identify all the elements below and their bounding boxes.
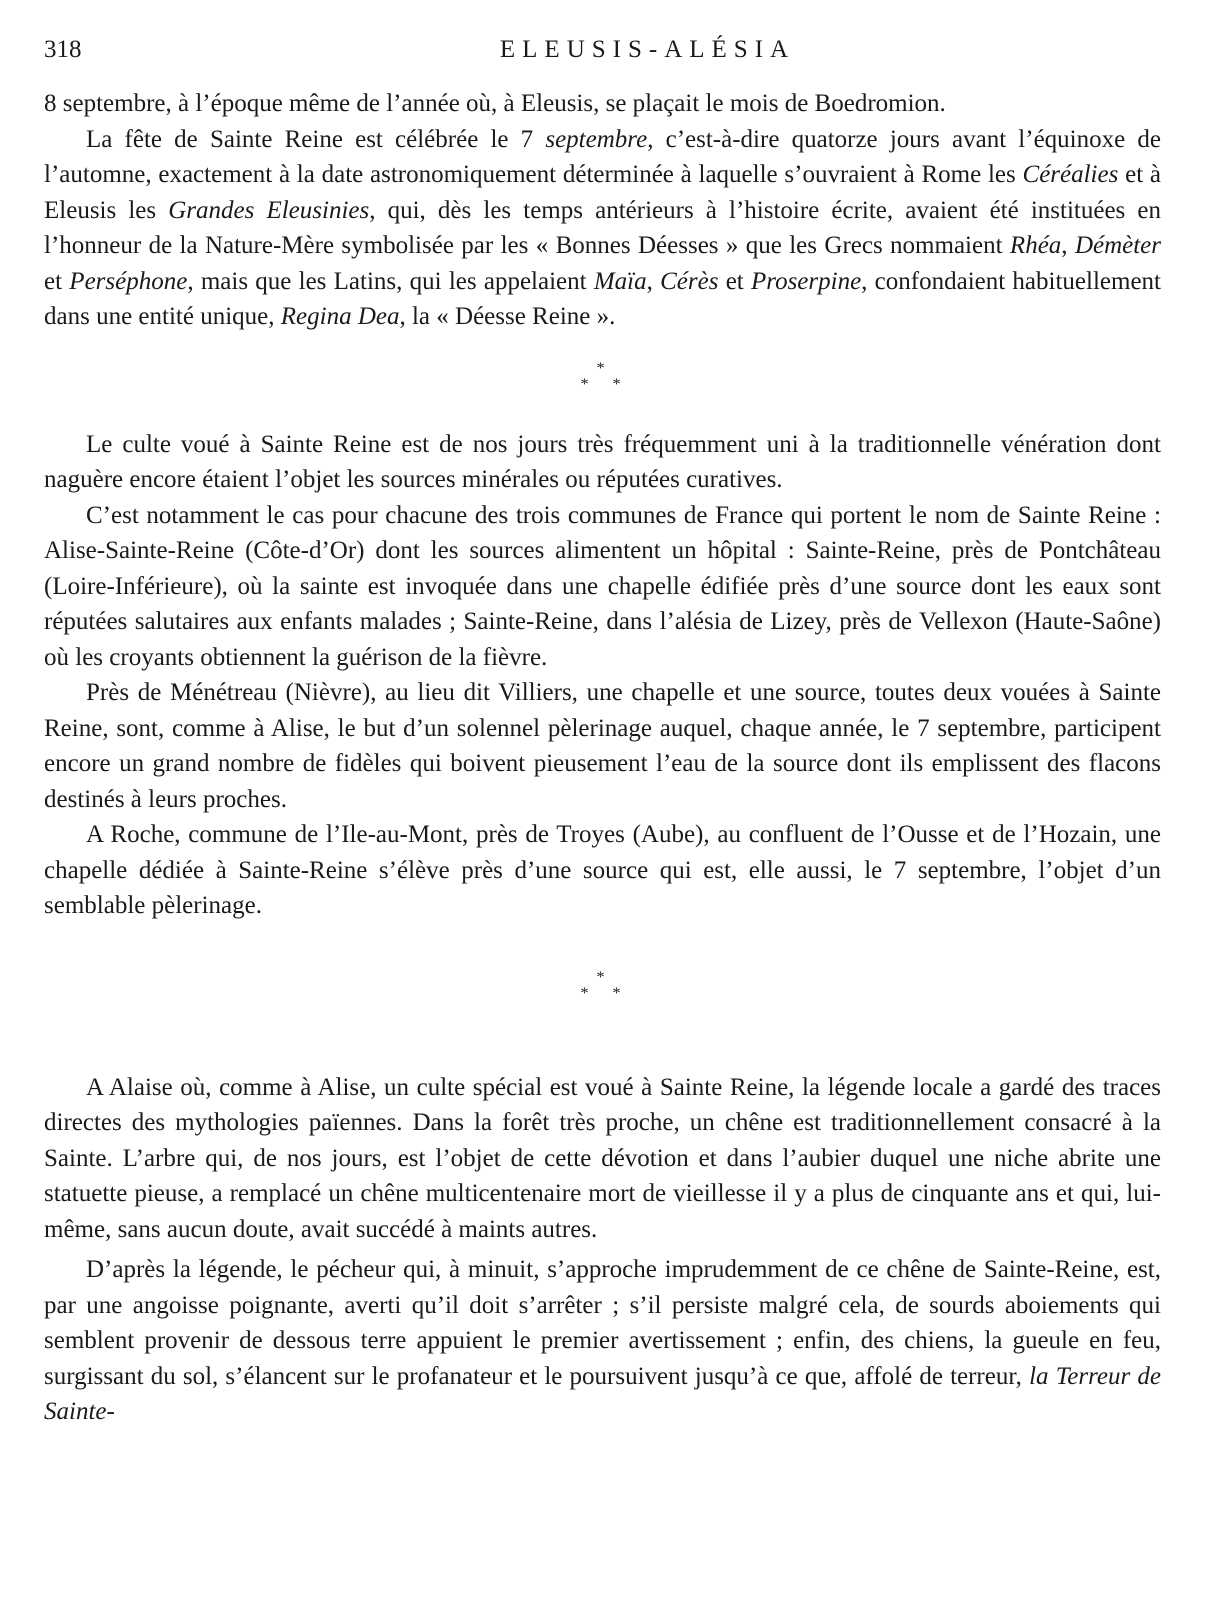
paragraph: 8 septembre, à l’époque même de l’année où, à Eleusis, se plaçait le mois de Boedromion.	[44, 90, 946, 117]
separator-star: *	[596, 359, 605, 377]
separator-star: *	[596, 968, 605, 986]
separator-star: *	[612, 984, 621, 1002]
running-title: ELEUSIS-ALÉSIA	[499, 36, 796, 63]
paragraph: A Roche, commune de l’Ile-au-Mont, près de Troyes (Aube), au confluent de l’Ousse et de l’Hozain, une chapelle dédiée à Sainte-Reine s’élève près d’une source qui est, elle aussi, le 7 septembre, l’objet d’un semblable pèlerinage.	[44, 821, 1161, 919]
page-header	[44, 30, 1161, 70]
separator-star: *	[612, 375, 621, 393]
paragraph: Près de Ménétreau (Nièvre), au lieu dit Villiers, une chapelle et une source, toutes deux vouées à Sainte Reine, sont, comme à Alise, le but d’un solennel pèlerinage auquel, chaque année, le 7 septembre, participent encore un grand nombre de fidèles qui boivent pieusement l’eau de la source dont ils emplissent des flacons destinés à leurs proches.	[44, 679, 1161, 813]
page-number: 318	[44, 36, 82, 63]
paragraph: Le culte voué à Sainte Reine est de nos jours très fréquemment uni à la traditionnelle vénération dont naguère encore étaient l’objet les sources minérales ou réputées curatives.	[44, 430, 1161, 493]
paragraph: A Alaise où, comme à Alise, un culte spécial est voué à Sainte Reine, la légende locale a gardé des traces directes des mythologies païennes. Dans la forêt très proche, un chêne est traditionnellement consacré à la Sainte. L’arbre qui, de nos jours, est l’objet de cette dévotion et dans l’aubier duquel une niche abrite une statuette pieuse, a remplacé un chêne multicentenaire mort de vieillesse il y a plus de cinquante ans et qui, lui-même, sans aucun doute, avait succédé à maints autres.	[44, 1073, 1161, 1243]
paragraph: D’après la légende, le pécheur qui, à minuit, s’approche imprudemment de ce chêne de Sainte-Reine, est, par une angoisse poignante, averti qu’il doit s’arrêter ; s’il persiste malgré cela, de sourds aboiements qui semblent provenir de dessous terre appuient le premier avertissement ; enfin, des chiens, la gueule en feu, surgissant du sol, s’élancent sur le profanateur et le poursuivent jusqu’à ce que, affolé de terreur, la Terreur de Sainte-	[44, 1256, 1161, 1425]
section-separator	[573, 357, 633, 395]
paragraph: C’est notamment le cas pour chacune des trois communes de France qui portent le nom de Sainte Reine : Alise-Sainte-Reine (Côte-d’Or) dont les sources alimentent un hôpital : Sainte-Reine, près de Pontchâteau (Loire-Inférieure), où la sainte est invoquée dans une chapelle édifiée près d’une source dont les eaux sont réputées salutaires aux enfants malades ; Sainte-Reine, dans l’alésia de Lizey, près de Vellexon (Haute-Saône) où les croyants obtiennent la guérison de la fièvre.	[44, 501, 1161, 671]
paragraph: La fête de Sainte Reine est célébrée le 7 septembre, c’est-à-dire quatorze jours avant l’équinoxe de l’automne, exactement à la date astronomiquement déterminée à laquelle s’ouvraient à Rome les Céréalies et à Eleusis les Grandes Eleusinies, qui, dès les temps antérieurs à l’histoire écrite, avaient été instituées en l’honneur de la Nature-Mère symbolisée par les « Bonnes Déesses » que les Grecs nommaient Rhéa, Démèter et Perséphone, mais que les Latins, qui les appelaient Maïa, Cérès et Proserpine, confondaient habituellement dans une entité unique, Regina Dea, la « Déesse Reine ».	[44, 125, 1162, 330]
separator-star: *	[580, 984, 589, 1002]
section-separator	[573, 966, 633, 1004]
separator-star: *	[580, 375, 589, 393]
page-body	[44, 86, 1161, 1430]
